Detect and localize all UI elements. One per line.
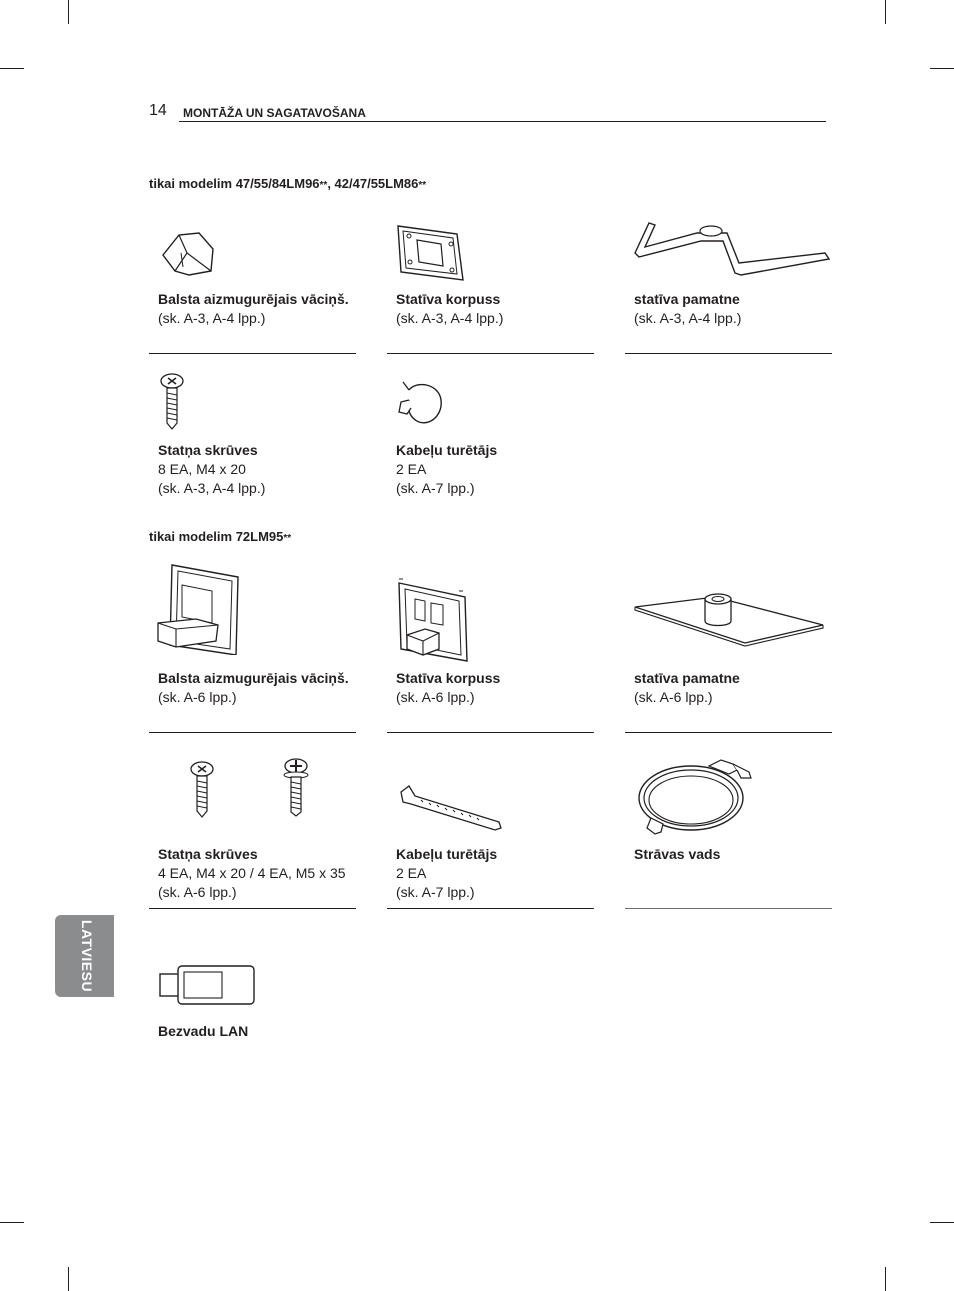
section-title: MONTĀŽA UN SAGATAVOŠANA: [183, 106, 366, 120]
item-detail: (sk. A-3, A-4 lpp.): [396, 310, 504, 326]
model-note-group2: [149, 529, 291, 544]
item-name: statīva pamatne: [634, 670, 740, 686]
item-name: Statņa skrūves: [158, 442, 258, 458]
model-note-stars: **: [319, 180, 328, 191]
crop-mark: [930, 1222, 954, 1223]
item-name: Strāvas vads: [634, 846, 721, 862]
item-detail: (sk. A-3, A-4 lpp.): [158, 310, 266, 326]
item-rule: [387, 732, 594, 733]
item-rule: [625, 908, 832, 909]
item-rule: [625, 732, 832, 733]
crop-mark: [0, 68, 24, 69]
item-detail: (sk. A-6 lpp.): [396, 689, 475, 705]
item-detail: 4 EA, M4 x 20 / 4 EA, M5 x 35: [158, 865, 346, 881]
crop-mark: [885, 1267, 886, 1291]
item-detail: 2 EA: [396, 865, 427, 881]
language-side-tab: [55, 915, 114, 997]
item-rule: [149, 353, 356, 354]
item-rule: [149, 908, 356, 909]
item-detail: (sk. A-7 lpp.): [396, 480, 475, 496]
item-detail: 8 EA, M4 x 20: [158, 461, 246, 477]
item-rule: [387, 353, 594, 354]
item-name: Balsta aizmugurējais vāciņš.: [158, 670, 349, 686]
item-detail: (sk. A-7 lpp.): [396, 884, 475, 900]
model-note-stars: **: [418, 180, 427, 191]
model-note-text: , 42/47/55LM86: [327, 176, 419, 191]
item-detail: (sk. A-6 lpp.): [158, 689, 237, 705]
crop-mark: [0, 1222, 24, 1223]
item-rule: [387, 908, 594, 909]
item-name: Statīva korpuss: [396, 670, 501, 686]
crop-mark: [68, 0, 69, 24]
item-name: Statīva korpuss: [396, 291, 501, 307]
item-detail: (sk. A-3, A-4 lpp.): [634, 310, 742, 326]
item-rule: [625, 353, 832, 354]
item-detail: (sk. A-6 lpp.): [158, 884, 237, 900]
item-detail: 2 EA: [396, 461, 427, 477]
item-rule: [149, 732, 356, 733]
page-header: [149, 102, 826, 124]
model-note-text: tikai modelim 72LM95: [149, 529, 284, 544]
crop-mark: [68, 1267, 69, 1291]
model-note-stars: **: [283, 533, 292, 544]
item-name: Balsta aizmugurējais vāciņš.: [158, 291, 349, 307]
item-name: Kabeļu turētājs: [396, 442, 498, 458]
header-rule: [179, 121, 826, 122]
model-note-group1: [149, 176, 426, 191]
crop-mark: [885, 0, 886, 24]
page-number: 14: [149, 102, 167, 119]
item-name: statīva pamatne: [634, 291, 740, 307]
language-tab-label: LATVIESU: [79, 919, 95, 993]
model-note-text: tikai modelim 47/55/84LM96: [149, 176, 320, 191]
item-detail: (sk. A-6 lpp.): [634, 689, 713, 705]
item-detail: (sk. A-3, A-4 lpp.): [158, 480, 266, 496]
item-name: Statņa skrūves: [158, 846, 258, 862]
item-name: Bezvadu LAN: [158, 1023, 249, 1039]
crop-mark: [930, 68, 954, 69]
item-name: Kabeļu turētājs: [396, 846, 498, 862]
